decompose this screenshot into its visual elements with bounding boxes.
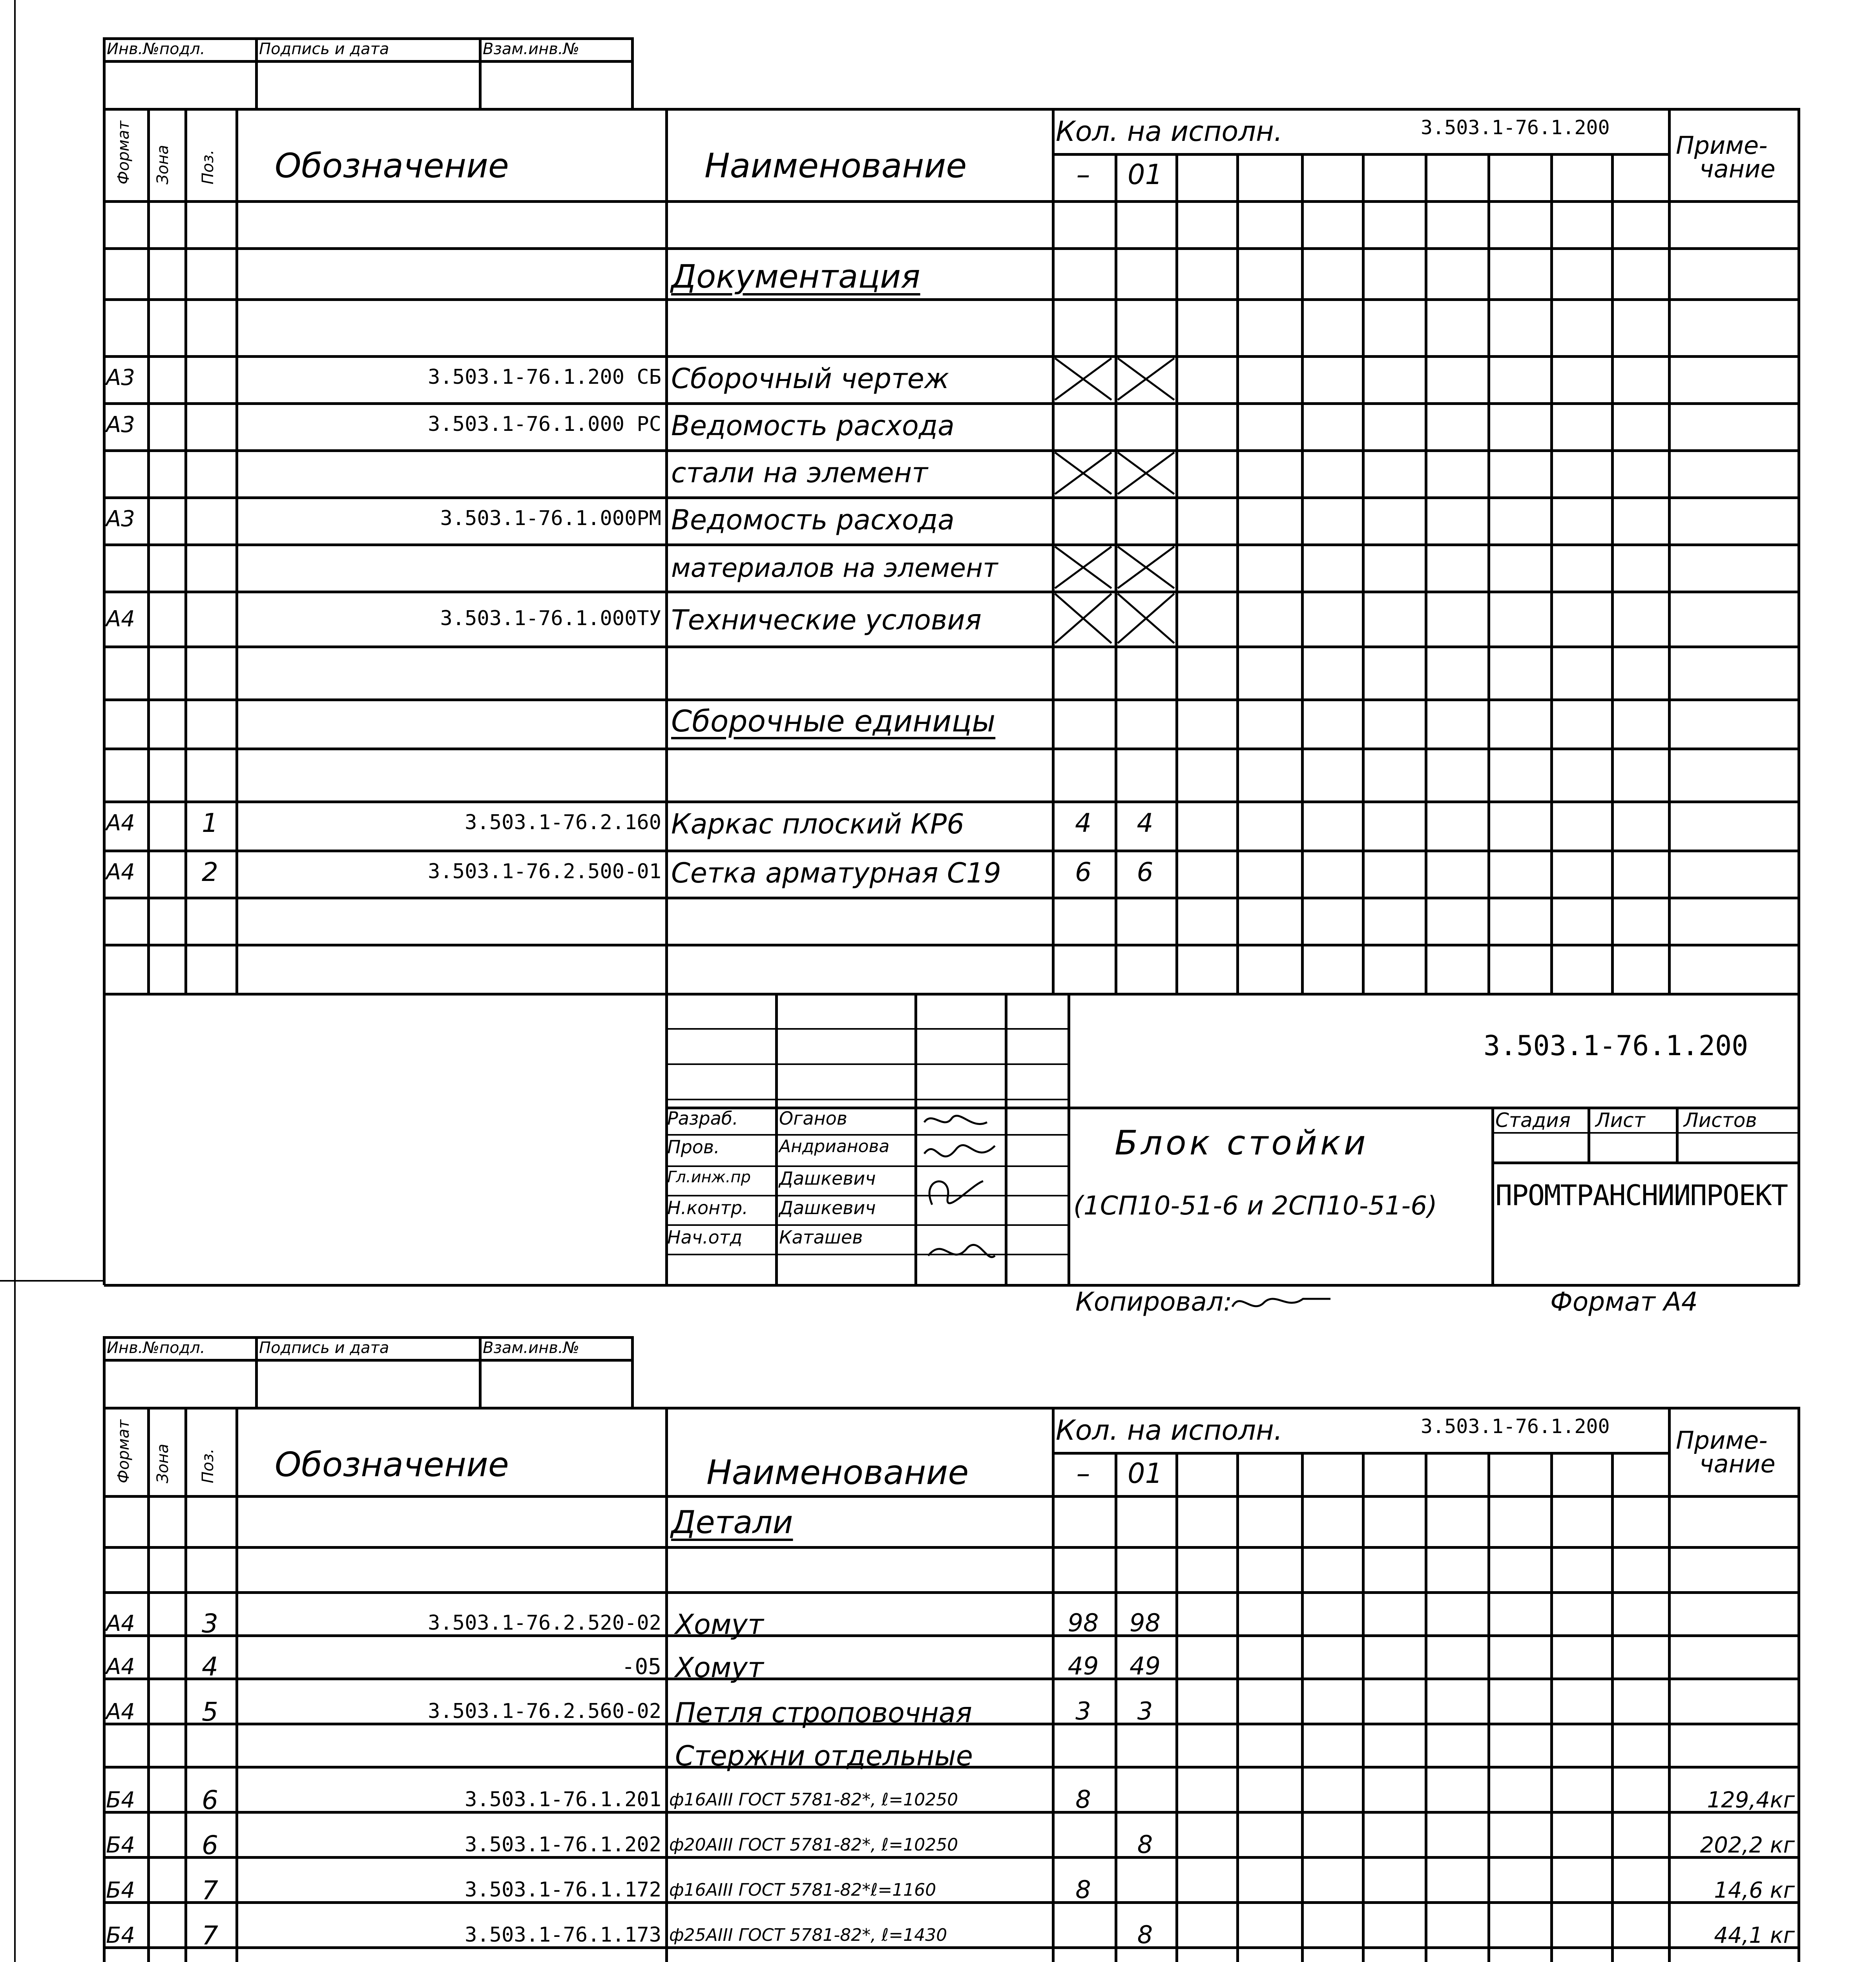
qty-01-cell: 3: [1137, 1697, 1153, 1725]
qty-dash-cell: 8: [1075, 1875, 1091, 1904]
oboznachenie-cell: 3.503.1-76.1.200 СБ: [428, 365, 661, 389]
primechanie-header-2: чание: [1699, 1450, 1776, 1478]
qty-dash-cell: 3: [1075, 1697, 1091, 1725]
oboznachenie-cell: 3.503.1-76.2.500-01: [428, 860, 661, 883]
section-title: Документация: [671, 258, 920, 295]
format-cell: Б4: [106, 1787, 135, 1813]
cross-mark: [1052, 449, 1177, 497]
oboznachenie-cell: 3.503.1-76.1.172: [465, 1878, 661, 1902]
title-doc-code: 3.503.1-76.1.200: [1484, 1030, 1748, 1062]
left-border: [14, 0, 16, 1962]
qty-dash-cell: 49: [1068, 1652, 1099, 1680]
qty-01-cell: 6: [1137, 857, 1153, 887]
qty-01-cell: 8: [1137, 1830, 1153, 1859]
product-title: Блок стойки: [1115, 1123, 1369, 1163]
name-cell: Сетка арматурная С19: [671, 857, 1001, 889]
oboznachenie-cell: 3.503.1-76.1.000РМ: [440, 507, 661, 530]
list-label: Лист: [1595, 1109, 1645, 1132]
format-cell: Б4: [106, 1923, 135, 1948]
name-cell: ф25АIII ГОСТ 5781-82*, ℓ=1430: [669, 1925, 947, 1945]
format-cell: А3: [106, 365, 135, 390]
header-doc-code: 3.503.1-76.1.200: [1421, 116, 1610, 139]
podpis-data-label: Подпись и дата: [259, 40, 389, 58]
format-header: Формат: [115, 1419, 133, 1483]
cross-mark: [1052, 591, 1177, 646]
poz-cell: 7: [202, 1875, 218, 1905]
podpis-data-label: Подпись и дата: [259, 1339, 389, 1357]
primechanie-header-2: чание: [1699, 155, 1776, 183]
oboznachenie-cell: 3.503.1-76.1.201: [465, 1788, 661, 1811]
poz-cell: 3: [202, 1608, 218, 1639]
section-title: Сборочные единицы: [671, 704, 996, 738]
poz-cell: 1: [202, 808, 218, 838]
format-footer: Формат А4: [1550, 1287, 1698, 1317]
org-name: ПРОМТРАНСНИИПРОЕКТ: [1495, 1179, 1788, 1212]
oboznachenie-cell: 3.503.1-76.1.173: [465, 1923, 661, 1947]
kol-na-ispoln-header: Кол. на исполн.: [1056, 1414, 1283, 1446]
format-cell: А3: [106, 506, 135, 532]
primechanie-header-1: Приме-: [1676, 131, 1768, 160]
oboznachenie-cell: 3.503.1-76.1.202: [465, 1833, 661, 1856]
poz-cell: 6: [202, 1785, 218, 1815]
role-n-kontr: Н.контр.: [667, 1197, 748, 1218]
role-nach-otd: Нач.отд: [667, 1227, 743, 1248]
zona-header: Зона: [154, 1444, 172, 1483]
qty-01-cell: 4: [1137, 808, 1153, 838]
listov-label: Листов: [1684, 1109, 1757, 1132]
format-cell: А4: [106, 1611, 135, 1636]
format-cell: Б4: [106, 1833, 135, 1858]
product-subtitle: (1СП10-51-6 и 2СП10-51-6): [1073, 1191, 1437, 1221]
qty-01-cell: 49: [1130, 1652, 1161, 1680]
note-cell: 129,4кг: [1707, 1787, 1795, 1813]
section-title: Детали: [671, 1504, 793, 1541]
inv-podl-label: Инв.№подл.: [107, 40, 205, 58]
qty-01-cell: 98: [1130, 1608, 1161, 1637]
format-header: Формат: [115, 120, 133, 184]
zona-header: Зона: [154, 145, 172, 184]
poz-header: Поз.: [199, 1448, 217, 1483]
name-cell: Хомут: [675, 1652, 764, 1684]
role-prov: Пров.: [667, 1136, 720, 1158]
qty-dash-cell: 6: [1075, 857, 1091, 887]
note-cell: 44,1 кг: [1714, 1923, 1795, 1948]
vzam-inv-label: Взам.инв.№: [483, 40, 580, 58]
col-dash-header: –: [1076, 1457, 1090, 1490]
header-doc-code: 3.503.1-76.1.200: [1421, 1415, 1610, 1438]
name-cell: Ведомость расхода: [671, 410, 955, 442]
name-n-kontr: Дашкевич: [779, 1197, 876, 1218]
name-cell: Ведомость расхода: [671, 504, 955, 536]
name-gl-inzh: Дашкевич: [779, 1168, 876, 1189]
format-cell: Б4: [106, 1878, 135, 1903]
note-cell: 14,6 кг: [1714, 1878, 1795, 1903]
name-cell: Хомут: [675, 1608, 764, 1641]
oboznachenie-cell: 3.503.1-76.2.160: [465, 811, 661, 834]
signatures: [916, 1107, 1003, 1283]
oboznachenie-cell: -05: [621, 1654, 661, 1679]
oboznachenie-cell: 3.503.1-76.1.000 РС: [428, 412, 661, 436]
name-cell: материалов на элемент: [671, 553, 998, 583]
name-cell: ф16АIII ГОСТ 5781-82*ℓ=1160: [669, 1880, 936, 1900]
name-cell: Сборочный чертеж: [671, 363, 949, 395]
qty-dash-cell: 98: [1068, 1608, 1099, 1637]
oboznachenie-header: Обозначение: [275, 1445, 509, 1484]
oboznachenie-cell: 3.503.1-76.2.520-02: [428, 1611, 661, 1635]
format-cell: А4: [106, 1654, 135, 1679]
poz-cell: 4: [202, 1652, 218, 1682]
poz-cell: 6: [202, 1830, 218, 1860]
inv-podl-label: Инв.№подл.: [107, 1339, 205, 1357]
format-cell: А3: [106, 412, 135, 438]
format-cell: А4: [106, 606, 135, 632]
qty-01-cell: 8: [1137, 1920, 1153, 1949]
naimenovanie-header: Наименование: [706, 1453, 969, 1492]
poz-cell: 5: [202, 1697, 218, 1727]
format-cell: А4: [106, 810, 135, 836]
name-cell: Стержни отдельные: [675, 1740, 973, 1772]
col-01-header: 01: [1127, 1457, 1163, 1490]
oboznachenie-header: Обозначение: [275, 146, 509, 186]
kopiroval-label: Копировал:: [1075, 1287, 1232, 1317]
name-prov: Андрианова: [779, 1136, 890, 1156]
naimenovanie-header: Наименование: [704, 146, 967, 186]
name-nach-otd: Каташев: [779, 1227, 863, 1248]
name-cell: Технические условия: [671, 604, 982, 636]
cross-mark: [1052, 543, 1177, 591]
cross-mark: [1052, 355, 1177, 403]
name-razrab: Оганов: [779, 1108, 847, 1129]
format-cell: А4: [106, 1699, 135, 1725]
name-cell: ф16АIII ГОСТ 5781-82*, ℓ=10250: [669, 1790, 958, 1810]
role-razrab: Разраб.: [667, 1108, 738, 1129]
oboznachenie-cell: 3.503.1-76.1.000ТУ: [440, 607, 661, 630]
poz-header: Поз.: [199, 150, 217, 184]
vzam-inv-label: Взам.инв.№: [483, 1339, 580, 1357]
note-cell: 202,2 кг: [1700, 1833, 1795, 1858]
format-cell: А4: [106, 859, 135, 885]
role-gl-inzh: Гл.инж.пр: [667, 1168, 751, 1186]
name-cell: Петля строповочная: [675, 1697, 972, 1729]
primechanie-header-1: Приме-: [1676, 1426, 1768, 1455]
poz-cell: 2: [202, 857, 218, 887]
name-cell: стали на элемент: [671, 457, 928, 489]
name-cell: ф20АIII ГОСТ 5781-82*, ℓ=10250: [669, 1835, 958, 1855]
name-cell: Каркас плоский КР6: [671, 808, 964, 840]
qty-dash-cell: 8: [1075, 1785, 1091, 1814]
poz-cell: 7: [202, 1920, 218, 1951]
qty-dash-cell: 4: [1075, 808, 1091, 838]
oboznachenie-cell: 3.503.1-76.2.560-02: [428, 1699, 661, 1723]
stadiya-label: Стадия: [1495, 1109, 1571, 1132]
col-01-header: 01: [1127, 159, 1163, 191]
col-dash-header: –: [1076, 159, 1090, 191]
kol-na-ispoln-header: Кол. на исполн.: [1056, 115, 1283, 148]
copier-signature: [1228, 1287, 1338, 1318]
